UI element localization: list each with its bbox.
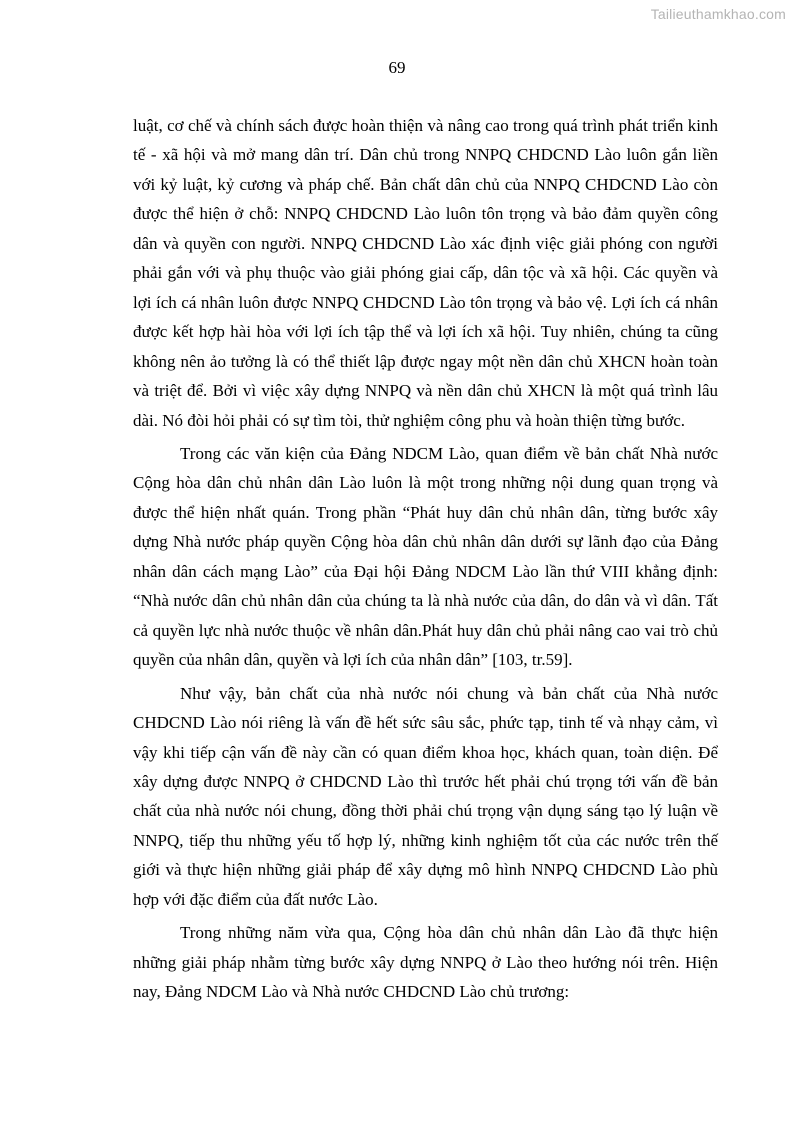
document-body bbox=[133, 111, 718, 1007]
paragraph-1: luật, cơ chế và chính sách được hoàn thiện và nâng cao trong quá trình phát triển kinh tế - xã hội và mở mang dân trí. Dân chủ trong NNPQ CHDCND Lào luôn gắn liền với kỷ luật, kỷ cương và pháp chế. Bản chất dân chủ của NNPQ CHDCND Lào còn được thể hiện ở chỗ: NNPQ CHDCND Lào luôn tôn trọng và bảo đảm quyền công dân và quyền con người. NNPQ CHDCND Lào xác định việc giải phóng con người phải gắn với và phụ thuộc vào giải phóng giai cấp, dân tộc và xã hội. Các quyền và lợi ích cá nhân luôn được NNPQ CHDCND Lào tôn trọng và bảo vệ. Lợi ích cá nhân được kết hợp hài hòa với lợi ích tập thể và lợi ích xã hội. Tuy nhiên, chúng ta cũng không nên ảo tưởng là có thể thiết lập được ngay một nền dân chủ XHCN hoàn toàn và triệt để. Bởi vì việc xây dựng NNPQ và nền dân chủ XHCN là một quá trình lâu dài. Nó đòi hỏi phải có sự tìm tòi, thử nghiệm công phu và hoàn thiện từng bước. bbox=[133, 116, 718, 430]
watermark-text: Tailieuthamkhao.com bbox=[650, 6, 786, 22]
page-number: 69 bbox=[388, 58, 406, 77]
paragraph-4: Trong những năm vừa qua, Cộng hòa dân chủ nhân dân Lào đã thực hiện những giải pháp nhằm từng bước xây dựng NNPQ ở Lào theo hướng nói trên. Hiện nay, Đảng NDCM Lào và Nhà nước CHDCND Lào chủ trương: bbox=[133, 923, 718, 1002]
paragraph-3: Như vậy, bản chất của nhà nước nói chung và bản chất của Nhà nước CHDCND Lào nói riêng là vấn đề hết sức sâu sắc, phức tạp, tinh tế và nhạy cảm, vì vậy khi tiếp cận vấn đề này cần có quan điểm khoa học, khách quan, toàn diện. Để xây dựng được NNPQ ở CHDCND Lào thì trước hết phải chú trọng tới vấn đề bản chất của nhà nước nói chung, đồng thời phải chú trọng vận dụng sáng tạo lý luận về NNPQ, tiếp thu những yếu tố hợp lý, những kinh nghiệm tốt của các nước trên thế giới và thực hiện những giải pháp để xây dựng mô hình NNPQ CHDCND Lào phù hợp với đặc điểm của đất nước Lào. bbox=[133, 683, 718, 909]
paragraph-2: Trong các văn kiện của Đảng NDCM Lào, quan điểm về bản chất Nhà nước Cộng hòa dân chủ nhân dân Lào luôn là một trong những nội dung quan trọng và được thể hiện nhất quán. Trong phần “Phát huy dân chủ nhân dân, từng bước xây dựng Nhà nước pháp quyền Cộng hòa dân chủ nhân dân dưới sự lãnh đạo của Đảng nhân dân cách mạng Lào” của Đại hội Đảng NDCM Lào lần thứ VIII khẳng định: “Nhà nước dân chủ nhân dân của chúng ta là nhà nước của dân, do dân và vì dân. Tất cả quyền lực nhà nước thuộc về nhân dân.Phát huy dân chủ phải nâng cao vai trò chủ quyền của nhân dân, quyền và lợi ích của nhân dân” [103, tr.59]. bbox=[133, 443, 718, 670]
